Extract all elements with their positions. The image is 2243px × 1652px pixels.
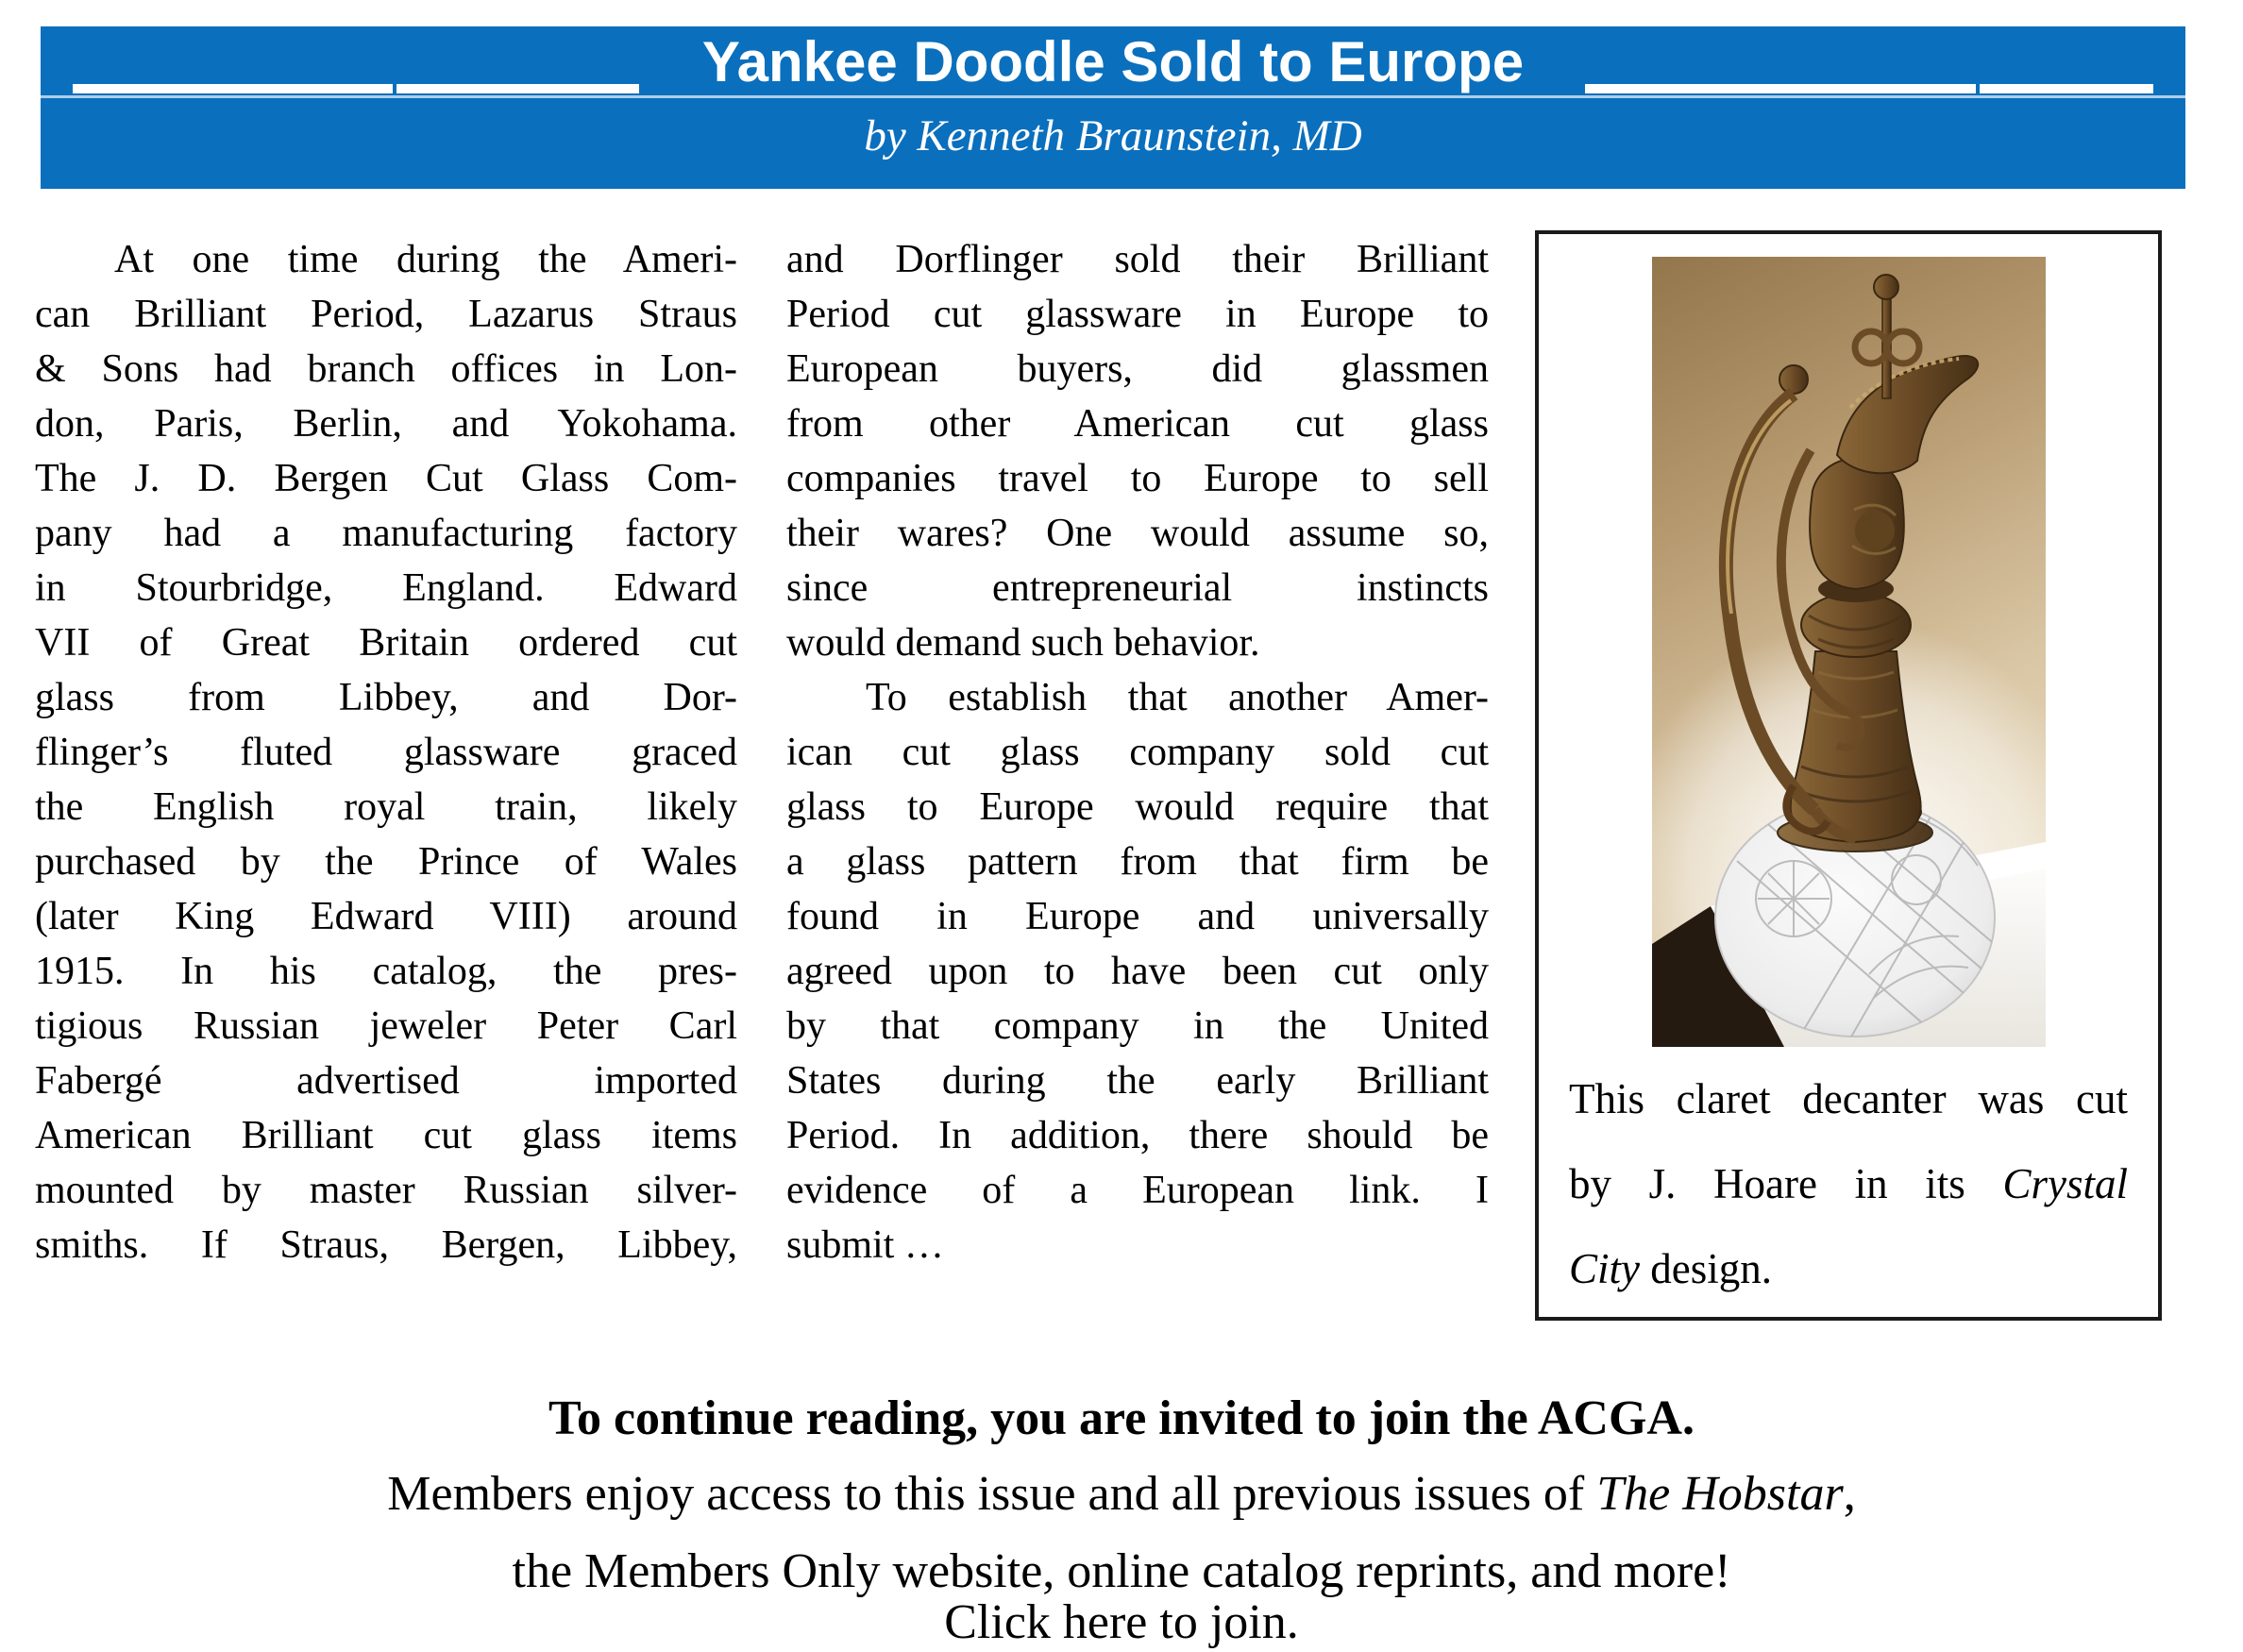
title-banner	[41, 26, 2185, 189]
text-line: To establish that another Amer-	[866, 676, 1489, 719]
text-line: (later King Edward VIII) around	[35, 895, 737, 938]
text-segment: by J. Hoare in its	[1569, 1160, 2003, 1207]
text-line: from other American cut glass	[786, 402, 1489, 446]
text-line: smiths. If Straus, Bergen, Libbey,	[35, 1223, 737, 1267]
text-segment: This claret decanter was cut	[1569, 1075, 2128, 1122]
text-line: ican cut glass company sold cut	[786, 731, 1489, 774]
text-segment: Members enjoy access to this issue and all previous issues of	[387, 1467, 1597, 1521]
text-line	[1569, 1056, 2128, 1141]
text-line: in Stourbridge, England. Edward	[35, 566, 737, 610]
title-underscore-bar	[73, 84, 393, 93]
text-line: found in Europe and universally	[786, 895, 1489, 938]
text-line: At one time during the Ameri-	[114, 238, 737, 281]
text-line: would demand such behavior.	[786, 621, 1260, 665]
text-line: Period cut glassware in Europe to	[786, 293, 1489, 336]
text-line: and Dorflinger sold their Brilliant	[786, 238, 1489, 281]
text-line: don, Paris, Berlin, and Yokohama.	[35, 402, 737, 446]
article-column-middle	[786, 232, 1489, 1273]
text-segment: design.	[1640, 1245, 1772, 1292]
text-line: flinger’s fluted glassware graced	[35, 731, 737, 774]
text-line: pany had a manufacturing factory	[35, 512, 737, 555]
figure-caption	[1569, 1056, 2128, 1311]
claret-decanter-photo	[1652, 257, 2046, 1047]
text-line: can Brilliant Period, Lazarus Straus	[35, 293, 737, 336]
footer-join-invitation: To continue reading, you are invited to join the ACGA.	[548, 1391, 1695, 1445]
text-line	[1569, 1226, 2128, 1311]
text-line: agreed upon to have been cut only	[786, 950, 1489, 993]
text-line: The J. D. Bergen Cut Glass Com-	[35, 457, 737, 500]
article-byline: by Kenneth Braunstein, MD	[864, 111, 1362, 160]
text-line: a glass pattern from that firm be	[786, 840, 1489, 884]
text-segment: ,	[1843, 1467, 1856, 1521]
article-column-left	[35, 232, 737, 1273]
text-line: companies travel to Europe to sell	[786, 457, 1489, 500]
text-line: & Sons had branch offices in Lon-	[35, 347, 737, 391]
text-line: submit …	[786, 1223, 944, 1267]
text-line: tigious Russian jeweler Peter Carl	[35, 1004, 737, 1048]
text-line: glass to Europe would require that	[786, 785, 1489, 829]
article-title: Yankee Doodle Sold to Europe	[701, 30, 1525, 93]
text-line: VII of Great Britain ordered cut	[35, 621, 737, 665]
title-underscore-bar	[396, 84, 639, 93]
text-line: evidence of a European link. I	[786, 1169, 1489, 1212]
title-underscore-bar	[1980, 84, 2153, 93]
text-line: States during the early Brilliant	[786, 1059, 1489, 1103]
text-line: 1915. In his catalog, the pres-	[35, 950, 737, 993]
italic-text: City	[1569, 1245, 1640, 1292]
footer-join-link-clipped[interactable]: Click here to join.	[944, 1595, 1299, 1649]
text-line: their wares? One would assume so,	[786, 512, 1489, 555]
banner-row-divider	[41, 95, 2185, 98]
text-line: mounted by master Russian silver-	[35, 1169, 737, 1212]
italic-text: Crystal	[2002, 1160, 2128, 1207]
text-line	[1569, 1141, 2128, 1226]
text-line: the English royal train, likely	[35, 785, 737, 829]
text-line: American Brilliant cut glass items	[35, 1114, 737, 1157]
figure-box	[1535, 230, 2162, 1321]
footer-member-benefits-1	[0, 1465, 2243, 1524]
text-line: Fabergé advertised imported	[35, 1059, 737, 1103]
text-line: European buyers, did glassmen	[786, 347, 1489, 391]
text-line: Period. In addition, there should be	[786, 1114, 1489, 1157]
title-underscore-bar	[1585, 84, 1976, 93]
footer-member-benefits-2: the Members Only website, online catalog reprints, and more!	[512, 1544, 1731, 1598]
text-line: since entrepreneurial instincts	[786, 566, 1489, 610]
text-line: purchased by the Prince of Wales	[35, 840, 737, 884]
text-line: by that company in the United	[786, 1004, 1489, 1048]
italic-text: The Hobstar	[1596, 1467, 1844, 1521]
text-line: glass from Libbey, and Dor-	[35, 676, 737, 719]
